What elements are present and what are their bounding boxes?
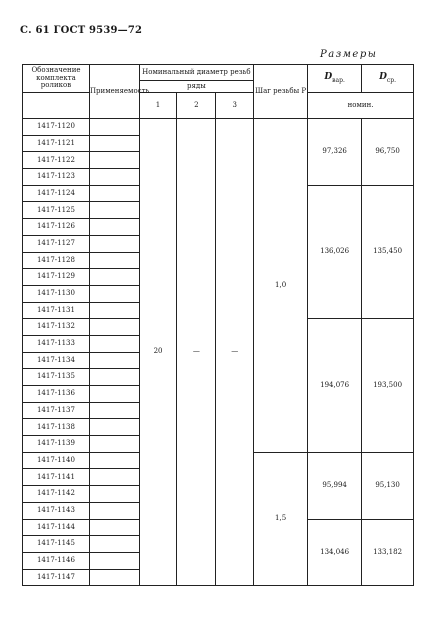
designation-cell: 1417-1141 (23, 469, 90, 486)
designation-cell: 1417-1147 (23, 569, 90, 586)
designation-cell: 1417-1134 (23, 352, 90, 369)
pitch-cell: 1,0 (254, 119, 308, 453)
designation-cell: 1417-1130 (23, 285, 90, 302)
header-application: Применяемость (89, 65, 139, 119)
application-cell (89, 502, 139, 519)
application-cell (89, 352, 139, 369)
designation-cell: 1417-1143 (23, 502, 90, 519)
application-cell (89, 152, 139, 169)
application-cell (89, 519, 139, 536)
table-row (23, 119, 414, 136)
application-cell (89, 436, 139, 453)
application-cell (89, 285, 139, 302)
designation-cell: 1417-1135 (23, 369, 90, 386)
application-cell (89, 185, 139, 202)
application-cell (89, 486, 139, 503)
diameter-row3-cell: — (216, 119, 254, 586)
header-pitch: Шаг резьбы P (254, 65, 308, 119)
header-row-2: 2 (177, 93, 216, 119)
application-cell (89, 469, 139, 486)
application-cell (89, 402, 139, 419)
application-cell (89, 219, 139, 236)
application-cell (89, 569, 139, 586)
designation-cell: 1417-1126 (23, 219, 90, 236)
d-sr-cell: 193,500 (362, 319, 414, 453)
dimensions-caption: Размеры (320, 49, 378, 60)
page-header: С. 61 ГОСТ 9539—72 (20, 25, 143, 36)
designation-cell: 1417-1146 (23, 552, 90, 569)
application-cell (89, 319, 139, 336)
d-sr-cell: 95,130 (362, 452, 414, 519)
application-cell (89, 369, 139, 386)
designation-cell: 1417-1133 (23, 335, 90, 352)
application-cell (89, 552, 139, 569)
application-cell (89, 169, 139, 186)
designation-cell: 1417-1136 (23, 386, 90, 403)
header-nominal-diameter: Номинальный диаметр резьб (139, 65, 254, 81)
application-cell (89, 135, 139, 152)
designation-cell: 1417-1137 (23, 402, 90, 419)
d-sr-cell: 135,450 (362, 185, 414, 319)
diameter-row1-cell: 20 (139, 119, 177, 586)
d-var-cell: 97,326 (308, 119, 362, 186)
d-sr-cell: 96,750 (362, 119, 414, 186)
application-cell (89, 235, 139, 252)
header-d-sr: $D_{ср.}$ (362, 65, 414, 93)
designation-cell: 1417-1139 (23, 436, 90, 453)
rollers-table (22, 64, 414, 586)
header-designation: Обозначение комплекта роликов (23, 65, 90, 93)
d-var-cell: 95,994 (308, 452, 362, 519)
d-var-cell: 134,046 (308, 519, 362, 586)
header-row-3: 3 (216, 93, 254, 119)
header-d-var: $D_{вар.}$ (308, 65, 362, 93)
designation-cell: 1417-1128 (23, 252, 90, 269)
designation-cell: 1417-1121 (23, 135, 90, 152)
application-cell (89, 386, 139, 403)
designation-cell: 1417-1122 (23, 152, 90, 169)
application-cell (89, 536, 139, 553)
diameter-row2-cell: — (177, 119, 216, 586)
application-cell (89, 452, 139, 469)
designation-cell: 1417-1124 (23, 185, 90, 202)
application-cell (89, 252, 139, 269)
designation-cell: 1417-1125 (23, 202, 90, 219)
d-var-cell: 194,076 (308, 319, 362, 453)
header-row-1: 1 (139, 93, 177, 119)
designation-cell: 1417-1123 (23, 169, 90, 186)
header-rows: ряды (139, 81, 254, 93)
application-cell (89, 335, 139, 352)
application-cell (89, 202, 139, 219)
header-nominal: номин. (308, 93, 414, 119)
application-cell (89, 419, 139, 436)
designation-cell: 1417-1132 (23, 319, 90, 336)
application-cell (89, 302, 139, 319)
designation-cell: 1417-1129 (23, 269, 90, 286)
application-cell (89, 119, 139, 136)
d-var-cell: 136,026 (308, 185, 362, 319)
designation-cell: 1417-1140 (23, 452, 90, 469)
designation-cell: 1417-1120 (23, 119, 90, 136)
designation-cell: 1417-1127 (23, 235, 90, 252)
designation-cell: 1417-1138 (23, 419, 90, 436)
designation-cell: 1417-1145 (23, 536, 90, 553)
designation-cell: 1417-1144 (23, 519, 90, 536)
pitch-cell: 1,5 (254, 452, 308, 586)
designation-cell: 1417-1131 (23, 302, 90, 319)
d-sr-cell: 133,182 (362, 519, 414, 586)
application-cell (89, 269, 139, 286)
header-designation-blank (23, 93, 90, 119)
designation-cell: 1417-1142 (23, 486, 90, 503)
